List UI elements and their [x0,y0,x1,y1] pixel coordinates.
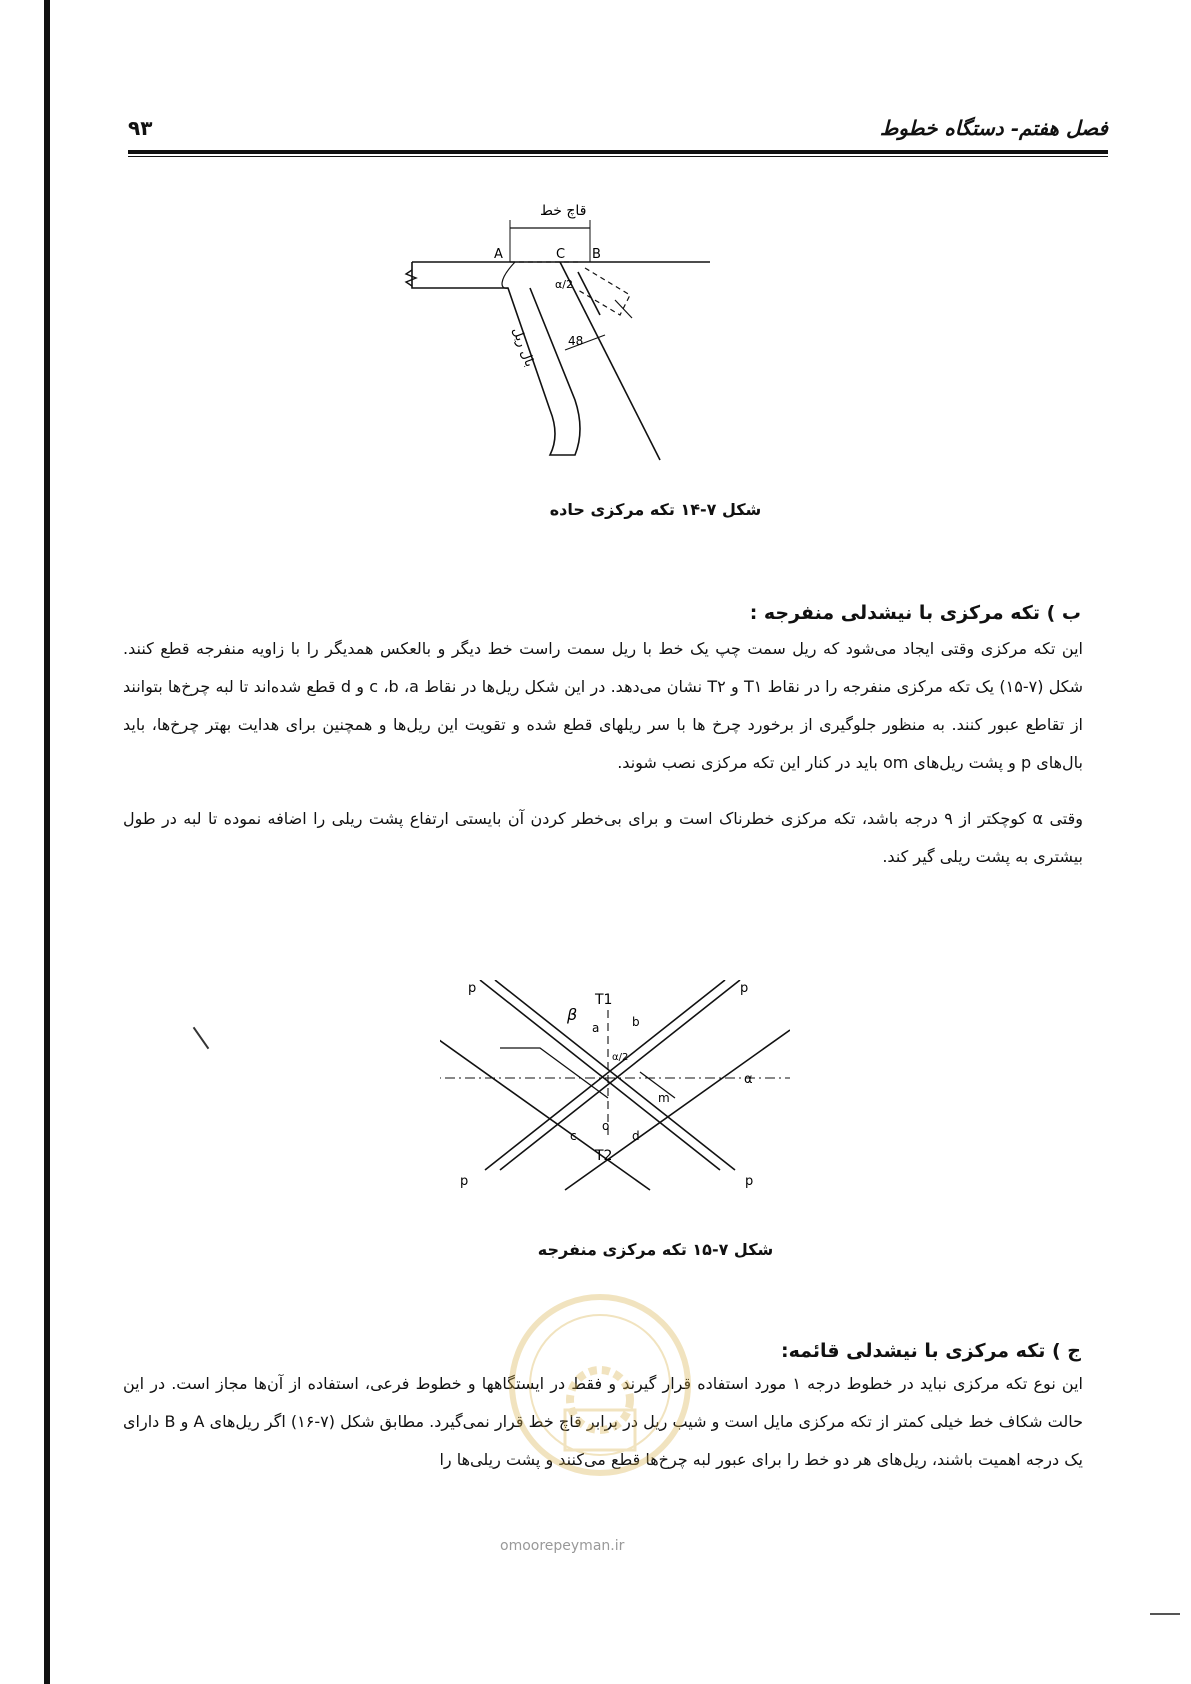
fig2-label-p-bl: p [460,1174,469,1189]
fig2-rail-diag-2 [495,980,735,1170]
fig1-break-mark [406,270,416,286]
fig1-label-C: C [556,247,566,262]
chapter-title: فصل هفتم- دستگاه خطوط [879,116,1108,140]
fig2-label-m: m [658,1091,670,1105]
fig2-rail-outer-2 [565,1030,790,1190]
figure-14-caption: شکل ۷-۱۴ تکه مرکزی حاده [549,500,762,519]
fig2-label-b: b [632,1015,640,1029]
fig1-left-rail-bottom [412,262,490,288]
watermark-site: omoorepeyman.ir [500,1538,625,1554]
page-header [128,112,1108,152]
stray-scan-mark [193,1027,210,1049]
section-j-heading: ج ) تکه مرکزی با نیشدلی قائمه: [780,1340,1081,1362]
fig1-dimension-tick [615,300,632,318]
margin-dash [1150,1613,1180,1615]
fig2-label-p-br: p [745,1174,754,1189]
fig2-rail-diag-4 [485,980,725,1170]
section-b-paragraph-2: وقتی α کوچکتر از ۹ درجه باشد، تکه مرکزی خطرناک است و برای بی‌خطر کردن آن بایستی ارتفاع پشت ریلی را اضافه نموده تا لبه در طول بیشتری به پشت ریلی گیر کند. [123,809,1083,866]
fig1-label-rail-wing: بال ریل [508,325,537,369]
fig2-label-p-tl: p [468,981,477,996]
fig2-rail-diag-3 [500,980,740,1170]
fig2-label-beta: β [567,1005,578,1024]
fig2-label-T1: T1 [595,992,613,1008]
fig1-right-rail-outer [560,262,660,460]
fig1-label-gauge: قاچ خط [540,203,587,219]
watermark-logo [505,1290,695,1480]
fig2-label-alpha: α [744,1072,753,1087]
figure-obtuse-frog [440,980,790,1210]
fig1-label-A: A [494,247,503,262]
header-rule-thin [128,156,1108,157]
fig2-label-c: c [570,1129,577,1143]
fig2-label-p-tr: p [740,981,749,996]
fig2-guard-rail-left [500,1048,608,1098]
fig2-rail-diag-1 [480,980,720,1170]
fig1-label-B: B [592,247,601,262]
fig2-label-T2: T2 [595,1148,613,1164]
fig2-label-angle: α/2 [612,1052,629,1063]
fig1-label-angle: α/2 [555,278,573,291]
fig1-label-48: 48 [568,334,584,348]
fig1-right-rail-inner [578,272,600,315]
section-b-heading: ب ) تکه مرکزی با نیشدلی منفرجه : [749,602,1081,624]
fig1-wing-curve [502,262,515,288]
section-j-paragraph: این نوع تکه مرکزی نباید در خطوط درجه ۱ مورد استفاده قرار گیرند و فقط در ایستگاهها و خطوط فرعی، استفاده از آن‌ها مجاز است. در این حالت شکاف خط خیلی کمتر از تکه مرکزی مایل است و شیب ریل در برابر قاچ خط قرار نمی‌گیرد. مطابق شکل (۷-۱۶) اگر ریل‌های A و B دارای یک درجه اهمیت باشند، ریل‌های هر دو خط را برای عبور لبه چرخ‌ها قطع می‌کنند و پشت ریلی‌ها را [123,1374,1084,1469]
fig2-label-a: a [592,1021,600,1035]
section-b-paragraph-1: این تکه مرکزی وقتی ایجاد می‌شود که ریل سمت چپ یک خط با ریل سمت راست خط دیگر و بالعکس همدیگر را با زاویه منفرجه قطع کنند. شکل (۷-۱۵) یک تکه مرکزی منفرجه را در نقاط T۱ و T۲ نشان می‌دهد. در این شکل ریل‌ها در نقاط c ،b ،a و d قطع شده‌اند تا لبه چرخ‌ها بتوانند از تقاطع عبور کنند. به منظور جلوگیری از برخورد چرخ ها با سر ریلهای قطع شده و تقویت این ریل‌ها و همچنین برای هدایت بهتر چرخ‌ها، باید بال‌های p و پشت ریل‌های om باید در کنار این تکه مرکزی نصب شوند. [123,639,1084,772]
page-number: ۹۳ [128,116,153,140]
scan-edge-bar [44,0,50,1684]
fig2-label-o: o [602,1119,610,1133]
figure-acute-frog [400,200,780,500]
header-rule [128,150,1108,154]
fig2-label-d: d [632,1129,640,1143]
figure-15-caption: شکل ۷-۱۵ تکه مرکزی منفرجه [537,1240,774,1259]
fig1-wing-rail [490,288,580,455]
